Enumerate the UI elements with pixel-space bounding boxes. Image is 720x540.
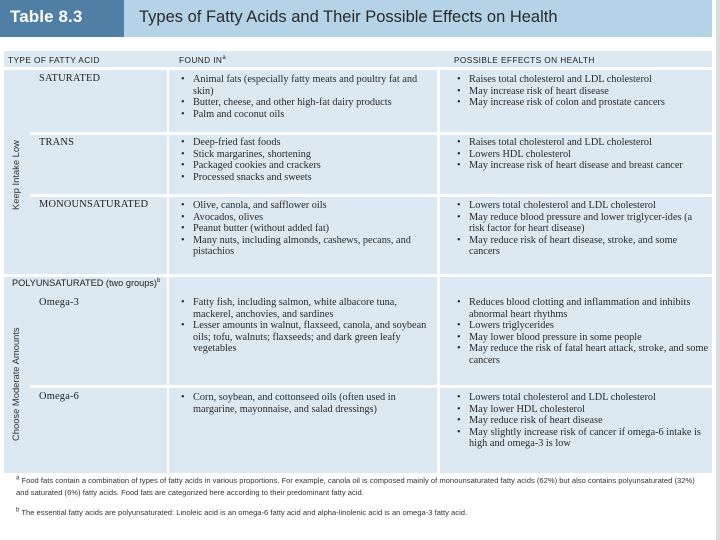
list-item: • Deep-fried fast foods <box>181 137 433 149</box>
footnote-b-text: The essential fatty acids are polyunsaturated: Linoleic acid is an omega-6 fatty acid and alpha-linolenic acid is an omega-3 fatty acid. <box>21 508 468 517</box>
cell-saturated-found <box>181 74 433 120</box>
cell-mono-found <box>181 200 433 258</box>
footnote-b-mark: b <box>16 507 20 514</box>
row-name-omega-3: Omega-3 <box>39 297 80 308</box>
group-label-sup: b <box>157 278 161 284</box>
cell-omega6-effects <box>457 392 709 450</box>
list-item: • Lowers total cholesterol and LDL cholesterol <box>457 200 709 212</box>
list-item: • May increase risk of heart disease and breast cancer <box>457 160 709 172</box>
list-item: • Butter, cheese, and other high-fat dairy products <box>181 97 433 109</box>
row-name-omega-6: Omega-6 <box>39 391 80 402</box>
table-title: Types of Fatty Acids and Their Possible Effects on Health <box>139 8 558 26</box>
table-number: Table 8.3 <box>10 7 83 26</box>
list-item: • May lower HDL cholesterol <box>457 404 709 416</box>
list-item: • May reduce risk of heart disease <box>457 415 709 427</box>
cell-omega6-found <box>181 392 433 415</box>
side-label-keep-low: Keep Intake Low <box>10 140 21 210</box>
footnote-a-mark: a <box>16 475 20 482</box>
column-header-type: TYPE OF FATTY ACID <box>8 55 100 65</box>
column-header-effects: POSSIBLE EFFECTS ON HEALTH <box>454 55 595 65</box>
list-item: • May increase risk of colon and prostate cancers <box>457 97 709 109</box>
list-item: • Avocados, olives <box>181 212 433 224</box>
table-number-tab <box>0 0 124 37</box>
footnote-b <box>16 507 700 519</box>
column-divider-2 <box>437 70 440 473</box>
table-header <box>0 0 712 37</box>
list-item: • Corn, soybean, and cottonseed oils (often used in margarine, mayonnaise, and salad dressings) <box>181 392 433 415</box>
column-header-found <box>179 55 226 65</box>
list-item: • Lowers total cholesterol and LDL cholesterol <box>457 392 709 404</box>
row-divider <box>30 132 712 135</box>
list-item: • May reduce the risk of fatal heart attack, stroke, and some cancers <box>457 343 709 366</box>
list-item: • Raises total cholesterol and LDL cholesterol <box>457 137 709 149</box>
footnote-a <box>16 475 700 499</box>
list-item: • Olive, canola, and safflower oils <box>181 200 433 212</box>
cell-trans-found <box>181 137 433 183</box>
row-divider <box>30 385 712 388</box>
column-header-found-label: FOUND IN <box>179 55 223 65</box>
list-item: • Peanut butter (without added fat) <box>181 223 433 235</box>
list-item: • May slightly increase risk of cancer if omega-6 intake is high and omega-3 is low <box>457 427 709 450</box>
list-item: • Many nuts, including almonds, cashews, pecans, and pistachios <box>181 235 433 258</box>
cell-saturated-effects <box>457 74 709 109</box>
list-item: • Raises total cholesterol and LDL cholesterol <box>457 74 709 86</box>
group-label-text: POLYUNSATURATED (two groups) <box>12 278 157 289</box>
row-divider <box>4 274 712 277</box>
side-label-moderate: Choose Moderate Amounts <box>10 327 21 441</box>
list-item: • Lesser amounts in walnut, flaxseed, canola, and soybean oils; tofu, walnuts; flaxseeds; and dark green leafy vegetables <box>181 320 433 355</box>
list-item: • May lower blood pressure in some people <box>457 332 709 344</box>
cell-omega3-found <box>181 297 433 355</box>
page-edge <box>716 0 720 540</box>
row-name-saturated: SATURATED <box>39 73 101 84</box>
group-label-polyunsaturated <box>12 278 160 288</box>
list-item: • Packaged cookies and crackers <box>181 160 433 172</box>
footnote-a-text: Food fats contain a combination of types of fatty acids in various proportions. For example, canola oil is composed mainly of monounsaturated fatty acids (62%) but also contains polyunsaturated (32%) and saturated (6%) fatty acids. Food fats are categorized here according to their predominant fatty acid. <box>16 476 695 497</box>
list-item: • Lowers triglycerides <box>457 320 709 332</box>
list-item: • May reduce blood pressure and lower triglycer-ides (a risk factor for heart disease) <box>457 212 709 235</box>
row-divider <box>30 194 712 197</box>
row-name-monounsaturated: MONOUNSATURATED <box>39 199 149 210</box>
cell-trans-effects <box>457 137 709 172</box>
list-item: • Animal fats (especially fatty meats and poultry fat and skin) <box>181 74 433 97</box>
list-item: • Stick margarines, shortening <box>181 149 433 161</box>
list-item: • May reduce risk of heart disease, stroke, and some cancers <box>457 235 709 258</box>
header-divider <box>4 67 712 70</box>
column-divider-1 <box>167 70 169 473</box>
list-item: • May increase risk of heart disease <box>457 86 709 98</box>
cell-omega3-effects <box>457 297 709 367</box>
list-item: • Lowers HDL cholesterol <box>457 149 709 161</box>
row-name-trans: TRANS <box>39 137 75 148</box>
cell-mono-effects <box>457 200 709 258</box>
list-item: • Reduces blood clotting and inflammation and inhibits abnormal heart rhythms <box>457 297 709 320</box>
list-item: • Processed snacks and sweets <box>181 172 433 184</box>
list-item: • Fatty fish, including salmon, white albacore tuna, mackerel, anchovies, and sardines <box>181 297 433 320</box>
list-item: • Palm and coconut oils <box>181 109 433 121</box>
column-header-found-sup: a <box>222 55 227 62</box>
